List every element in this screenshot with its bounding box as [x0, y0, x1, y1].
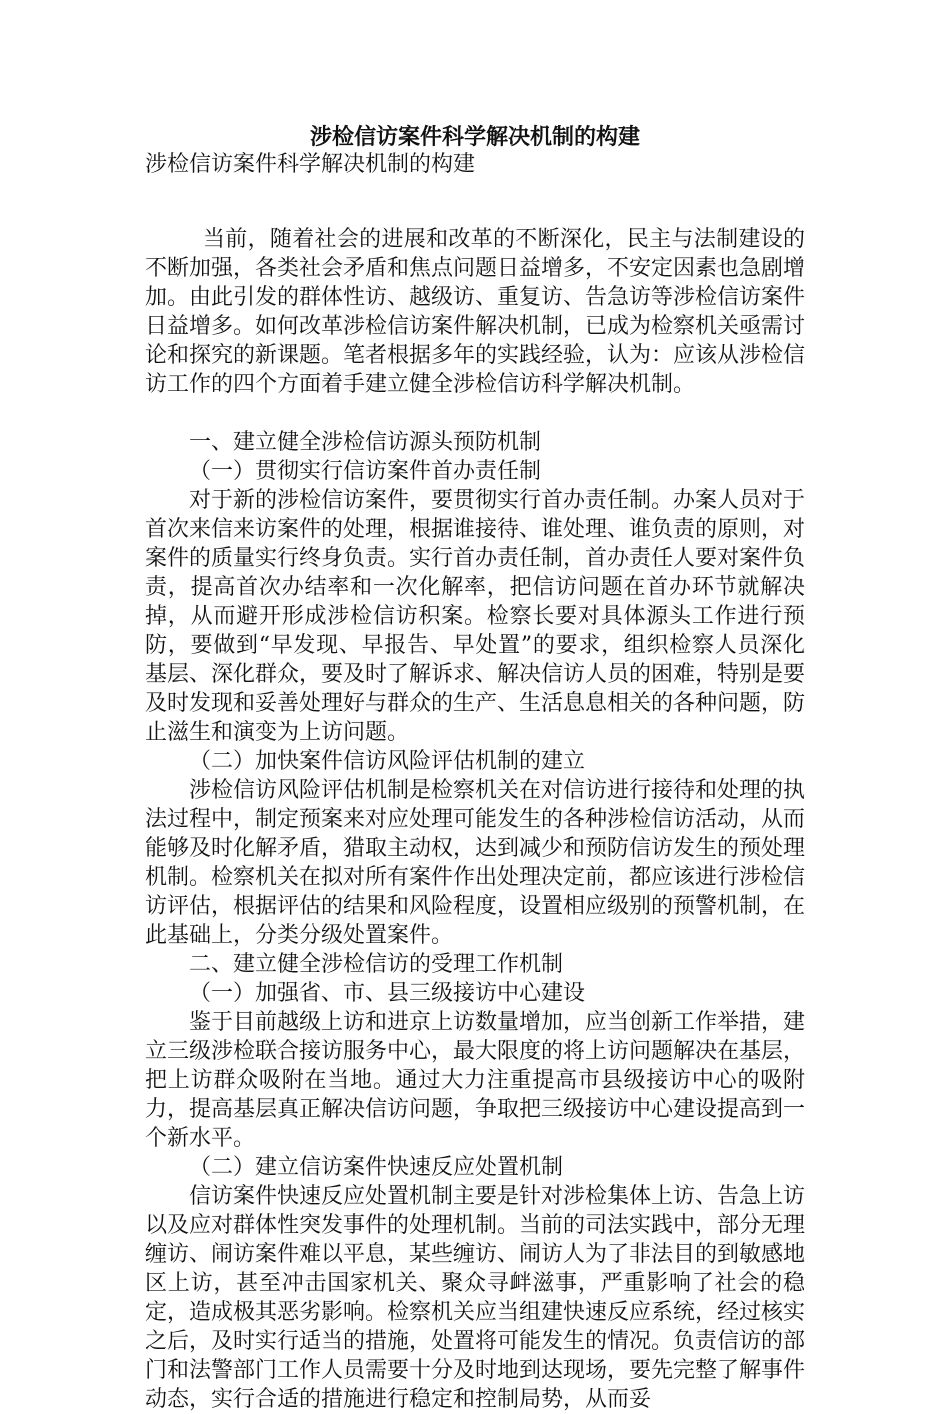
document-subtitle: 涉检信访案件科学解决机制的构建 [145, 152, 476, 177]
section-1-2-heading: （二）加快案件信访风险评估机制的建立 [189, 749, 586, 774]
intro-paragraph: 当前，随着社会的进展和改革的不断深化，民主与法制建设的不断加强，各类社会矛盾和焦点问题日益增多，不安定因素也急剧增加。由此引发的群体性访、越级访、重复访、告急访等涉检信访案件日益增多。如何改革涉检信访案件解决机制，已成为检察机关亟需讨论和探究的新课题。笔者根据多年的实践经验，认为：应该从涉检信访工作的四个方面着手建立健全涉检信访科学解决机制。 [145, 227, 806, 397]
document-title: 涉检信访案件科学解决机制的构建 [309, 124, 640, 150]
section-2-1-heading: （一）加强省、市、县三级接访中心建设 [189, 981, 586, 1006]
section-1-heading: 一、建立健全涉检信访源头预防机制 [189, 430, 542, 455]
section-2-1-paragraph: 鉴于目前越级上访和进京上访数量增加，应当创新工作举措，建立三级涉检联合接访服务中心，最大限度的将上访问题解决在基层，把上访群众吸附在当地。通过大力注重提高市县级接访中心的吸附力，提高基层真正解决信访问题，争取把三级接访中心建设提高到一个新水平。 [145, 1010, 806, 1151]
section-1-1-paragraph: 对于新的涉检信访案件，要贯彻实行首办责任制。办案人员对于首次来信来访案件的处理，根据谁接待、谁处理、谁负责的原则，对案件的质量实行终身负责。实行首办责任制，首办责任人要对案件负责，提高首次办结率和一次化解率，把信访问题在首办环节就解决掉，从而避开形成涉检信访积案。检察长要对具体源头工作进行预防，要做到“早发现、早报告、早处置”的要求，组织检察人员深化基层、深化群众，要及时了解诉求、解决信访人员的困难，特别是要及时发现和妥善处理好与群众的生产、生活息息相关的各种问题，防止滋生和演变为上访问题。 [145, 488, 806, 745]
section-2-heading: 二、建立健全涉检信访的受理工作机制 [189, 952, 564, 977]
section-2-2-paragraph: 信访案件快速反应处置机制主要是针对涉检集体上访、告急上访以及应对群体性突发事件的处理机制。当前的司法实践中，部分无理缠访、闹访案件难以平息，某些缠访、闹访人为了非法目的到敏感地区上访，甚至冲击国家机关、聚众寻衅滋事，严重影响了社会的稳定，造成极其恶劣影响。检察机关应当组建快速反应系统，经过核实之后，及时实行适当的措施，处置将可能发生的情况。负责信访的部门和法警部门工作人员需要十分及时地到达现场，要先完整了解事件动态，实行合适的措施进行稳定和控制局势，从而妥 [145, 1184, 806, 1412]
document-body [145, 196, 805, 1414]
spacer [145, 399, 805, 428]
spacer [145, 196, 805, 225]
section-1-1-heading: （一）贯彻实行信访案件首办责任制 [189, 459, 542, 484]
section-2-2-heading: （二）建立信访案件快速反应处置机制 [189, 1155, 564, 1180]
section-1-2-paragraph: 涉检信访风险评估机制是检察机关在对信访进行接待和处理的执法过程中，制定预案来对应处理可能发生的各种涉检信访活动，从而能够及时化解矛盾，猎取主动权，达到减少和预防信访发生的预处理机制。检察机关在拟对所有案件作出处理决定前，都应该进行涉检信访评估，根据评估的结果和风险程度，设置相应级别的预警机制，在此基础上，分类分级处置案件。 [145, 778, 806, 948]
